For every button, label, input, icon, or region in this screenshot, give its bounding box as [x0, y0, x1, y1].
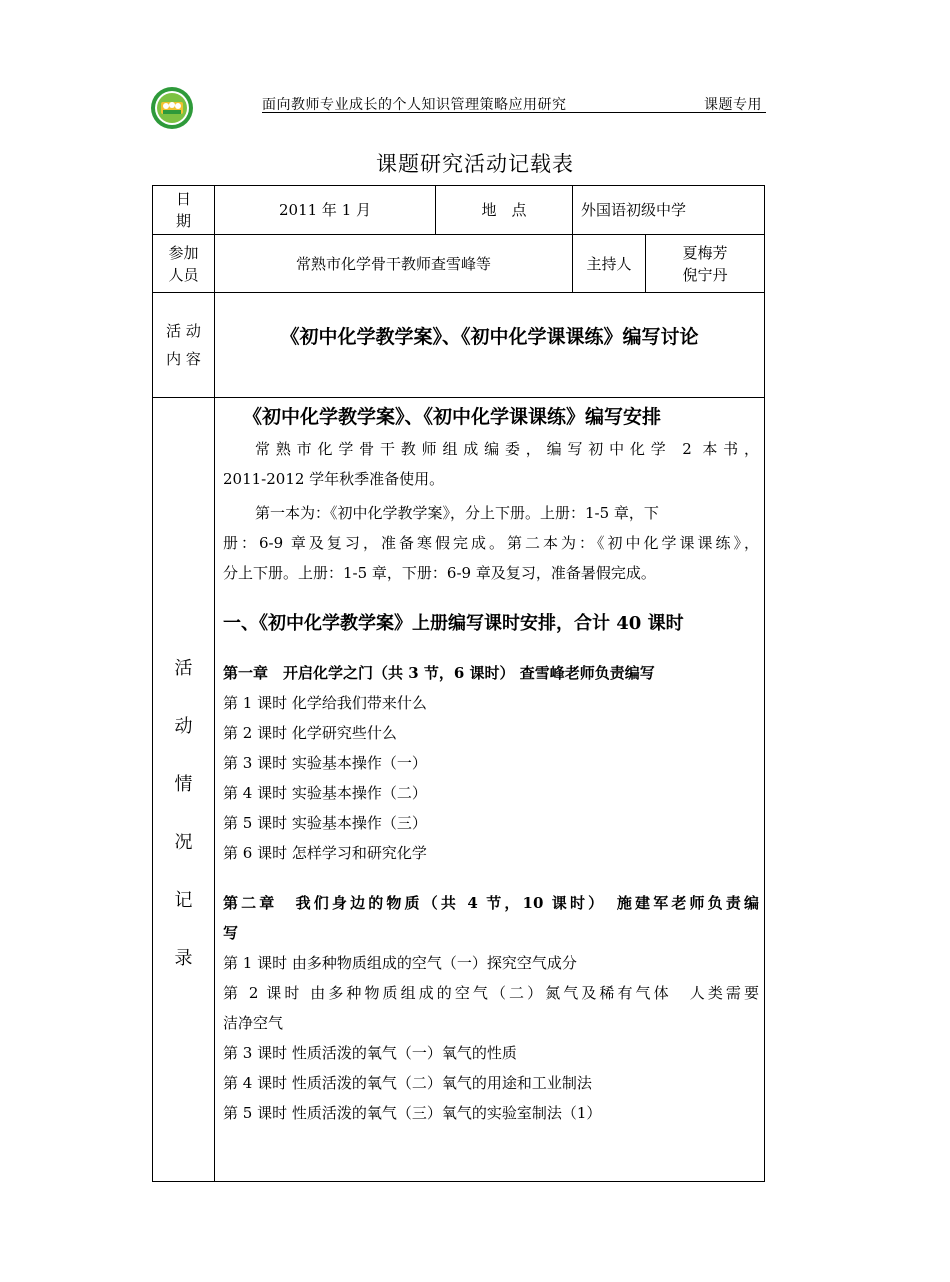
lesson-item: 第 6 课时 怎样学习和研究化学 — [223, 844, 427, 862]
activity-content-label: 活 动 内 容 — [166, 322, 201, 368]
page-title: 课题研究活动记载表 — [376, 152, 574, 176]
record-label-char: 活 — [174, 658, 193, 679]
lesson-item: 第 2 课时 化学研究些什么 — [223, 724, 397, 742]
place-label: 地 点 — [481, 201, 527, 219]
host-value: 夏梅芳 倪宁丹 — [682, 243, 728, 284]
paragraph-line: 分上下册。上册：1-5 章，下册：6-9 章及复习，准备暑假完成。 — [223, 564, 656, 582]
lesson-item-continued: 洁净空气 — [223, 1014, 284, 1032]
record-label-char: 记 — [174, 890, 193, 911]
place-value: 外国语初级中学 — [581, 201, 687, 219]
lesson-item: 第 2 课时 由多种物质组成的空气（二）氮气及稀有气体 人类需要 — [223, 984, 759, 1002]
record-label-char: 录 — [174, 948, 193, 969]
lesson-item: 第 3 课时 实验基本操作（一） — [223, 754, 427, 772]
chapter-heading-continued: 写 — [223, 924, 239, 942]
activity-record-label — [152, 640, 215, 988]
record-label-char: 动 — [174, 716, 193, 737]
paragraph-line: 常熟市化学骨干教师组成编委，编写初中化学 2 本书， — [255, 440, 759, 458]
lesson-item: 第 5 课时 性质活泼的氧气（三）氧气的实验室制法（1） — [223, 1104, 602, 1122]
activity-record-content — [223, 400, 759, 1128]
date-label: 日 期 — [175, 190, 191, 230]
host-label: 主持人 — [586, 254, 632, 273]
lesson-item: 第 1 课时 化学给我们带来什么 — [223, 694, 427, 712]
date-value: 2011 年 1 月 — [278, 201, 372, 219]
chapter-heading: 第一章 开启化学之门（共 3 节，6 课时） 查雪峰老师负责编写 — [223, 664, 655, 682]
paragraph-line: 第一本为：《初中化学教学案》，分上下册。上册：1-5 章，下 — [255, 504, 659, 522]
section-heading: 一、《初中化学教学案》上册编写课时安排，合计 40 课时 — [223, 613, 684, 634]
lesson-item: 第 5 课时 实验基本操作（三） — [223, 814, 427, 832]
header-title: 面向教师专业成长的个人知识管理策略应用研究 — [262, 97, 567, 113]
header-rule — [262, 112, 766, 113]
project-logo-icon — [150, 86, 194, 130]
record-heading: 《初中化学教学案》、《初中化学课课练》编写安排 — [243, 406, 662, 428]
lesson-item: 第 3 课时 性质活泼的氧气（一）氧气的性质 — [223, 1044, 517, 1062]
lesson-item: 第 4 课时 性质活泼的氧气（二）氧气的用途和工业制法 — [223, 1074, 592, 1092]
lesson-item: 第 4 课时 实验基本操作（二） — [223, 784, 427, 802]
paragraph-line: 2011-2012 学年秋季准备使用。 — [223, 470, 445, 488]
participants-label: 参加 人员 — [168, 243, 199, 284]
record-label-char: 况 — [174, 832, 193, 853]
record-label-char: 情 — [174, 774, 193, 795]
participants-value: 常熟市化学骨干教师查雪峰等 — [295, 254, 491, 273]
paragraph-line: 册：6-9 章及复习，准备寒假完成。第二本为：《初中化学课课练》， — [223, 534, 759, 552]
activity-content-value: 《初中化学教学案》、《初中化学课课练》编写讨论 — [280, 325, 699, 348]
chapter-heading: 第二章 我们身边的物质（共 4 节，10 课时） 施建军老师负责编 — [223, 894, 759, 912]
header-tag: 课题专用 — [704, 97, 762, 113]
lesson-item: 第 1 课时 由多种物质组成的空气（一）探究空气成分 — [223, 954, 577, 972]
